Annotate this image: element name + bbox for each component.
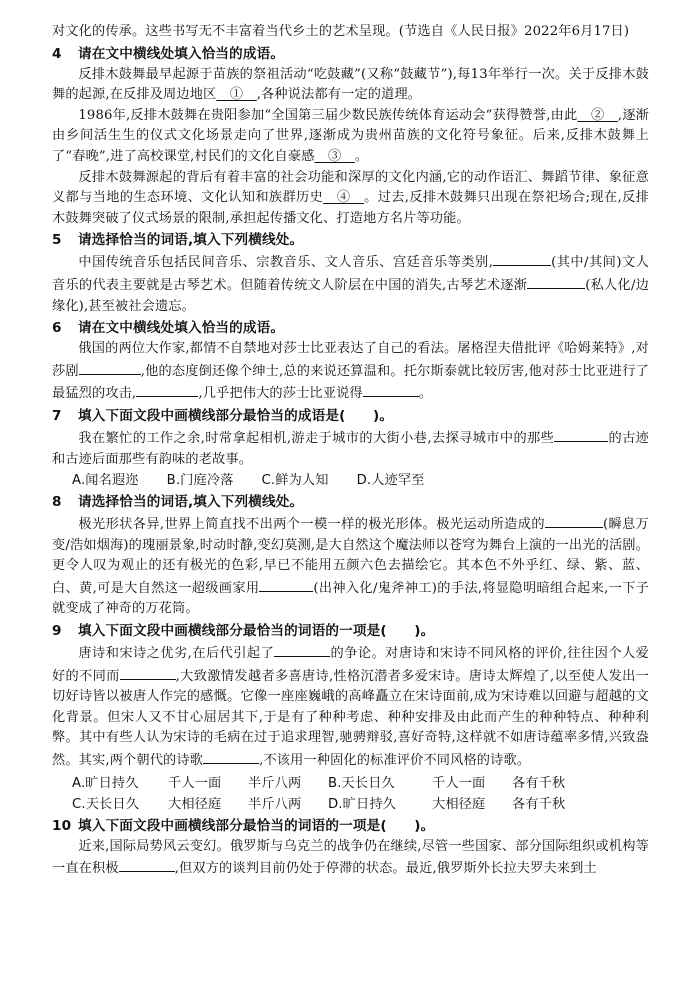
question-number: 7 [52, 407, 62, 424]
question-8-heading [52, 491, 649, 513]
answer-blank[interactable] [554, 427, 608, 442]
answer-blank[interactable] [203, 749, 259, 764]
q4-paragraph-3 [52, 168, 649, 230]
answer-blank[interactable] [274, 642, 330, 657]
text: 的争论。对唐诗和宋诗不同风格的评价,往往因个人爱好的不同而 [52, 646, 649, 684]
question-prompt: 填入下面文段中画横线部分最恰当的词语的一项是( )。 [78, 623, 435, 640]
option-d-word-2: 大相径庭 [432, 796, 486, 812]
text: ,大致激情发越者多喜唐诗,性格沉潜者多爱宋诗。唐诗太辉煌了,以至使人发出一切好诗皆以被唐人作完的感慨。它像一座座巍峨的高峰矗立在宋诗面前,成为宋诗难以回避与超越的文化背景。但宋人又不甘心屈居其下,于是有了种种考虑、种种安排及由此而产生的种种特点、种种利弊。其中有些人认为宋诗的毛病在过于追求理智,驰骋辩驳,喜好奇特,这样就不如唐诗蕴率多情,兴致盎然。其实,两个朝代的诗歌 [52, 668, 649, 769]
q6-paragraph [52, 339, 649, 405]
question-9-heading [52, 620, 649, 642]
question-6-heading [52, 317, 649, 339]
q4-paragraph-2 [52, 106, 649, 168]
blank-3[interactable] [315, 149, 355, 164]
blank-4[interactable] [323, 190, 364, 205]
q7-paragraph [52, 427, 649, 470]
text: 俄国的两位大作家,都情不自禁地对莎士比亚表达了自己的看法。屠格涅夫借批评《哈姆莱特》,对莎剧 [52, 341, 649, 379]
question-7-heading [52, 405, 649, 427]
option-c[interactable]: C.天长日久 [72, 796, 140, 812]
text: 近来,国际局势风云变幻。俄罗斯与乌克兰的战争仍在继续,尽管一些国家、部分国际组织或机构等一直在积极 [52, 838, 649, 877]
text: ,但双方的谈判目前仍处于停滞的状态。最近,俄罗斯外长拉夫罗夫来到土 [174, 861, 597, 877]
text: 。 [354, 148, 369, 164]
text: 反排木鼓舞源起的背后有着丰富的社会功能和深厚的文化内涵,它的动作语汇、舞蹈节律、象征意义都与当地的生态环境、文化认知和族群历史 [52, 169, 649, 206]
text: 中国传统音乐包括民间音乐、宗教音乐、文人音乐、宫廷音乐等类别, [78, 255, 494, 271]
option-c-word-3: 半斤八两 [248, 796, 302, 812]
option-a-word-2: 千人一面 [168, 775, 222, 791]
question-prompt: 请选择恰当的词语,填入下列横线处。 [78, 232, 304, 249]
q9-paragraph [52, 642, 649, 772]
question-prompt: 请选择恰当的词语,填入下列横线处。 [78, 494, 304, 511]
option-a[interactable]: A.闻名遐迩 [72, 473, 139, 489]
text: ,各种说法都有一定的道理。 [256, 87, 422, 103]
text: (出神入化/鬼斧神工)的手法,将显隐明暗组合起来,一下子就变成了神奇的万花筒。 [52, 580, 649, 617]
question-number: 6 [52, 320, 62, 337]
question-number: 5 [52, 232, 62, 249]
blank-1[interactable] [216, 87, 256, 102]
text: ,他的态度倒还像个绅士,总的来说还算温和。托尔斯泰就比较厉害,他对莎士比亚进行了最猛烈的攻击, [52, 363, 649, 402]
blank-label: ② [590, 107, 605, 123]
option-c[interactable]: C.鲜为人知 [261, 473, 329, 489]
option-a[interactable]: A.旷日持久 [72, 775, 139, 791]
paragraph-intro [52, 22, 649, 43]
question-number: 8 [52, 494, 62, 511]
text: 。过去,反排木鼓舞只出现在祭祀场合;现在,反排木鼓舞突破了仪式场景的限制,承担起传播文化、打造地方名片等功能。 [52, 190, 649, 226]
answer-blank[interactable] [545, 513, 603, 528]
question-prompt: 请在文中横线处填入恰当的成语。 [78, 45, 285, 62]
answer-blank[interactable] [363, 382, 419, 397]
text: ,不该用一种固化的标准评价不同风格的诗歌。 [259, 753, 531, 769]
option-b[interactable]: B.门庭冷落 [166, 473, 234, 489]
q9-options [72, 773, 649, 815]
q10-paragraph [52, 837, 649, 880]
q9-options-row-2 [72, 794, 649, 815]
question-prompt: 请在文中横线处填入恰当的成语。 [78, 320, 285, 337]
text: (其中/其间)文人音乐的代表主要就是古琴艺术。但随着传统文人阶层在中国的消失,古琴艺术逐渐 [52, 255, 649, 293]
question-prompt: 填入下面文段中画横线部分最恰当的成语是( )。 [78, 407, 394, 424]
question-prompt: 填入下面文段中画横线部分最恰当的词语的一项是( )。 [78, 817, 435, 834]
document-body [52, 22, 649, 880]
answer-blank[interactable] [79, 360, 141, 375]
q4-paragraph-1 [52, 65, 649, 106]
question-number: 9 [52, 623, 62, 640]
text: 1986年,反排木鼓舞在贵阳参加“全国第三届少数民族传统体育运动会”获得赞誉,由此 [78, 107, 578, 123]
option-d-word-3: 各有千秋 [512, 796, 566, 812]
question-10-heading [52, 815, 649, 837]
q9-options-row-1 [72, 773, 649, 794]
blank-label: ④ [336, 190, 351, 206]
question-5-heading [52, 229, 649, 251]
option-a-word-3: 半斤八两 [248, 775, 302, 791]
text: ,逐渐由乡间活生生的仪式文化场景走向了世界,逐渐成为贵州苗族的文化符号象征。后来,反排木鼓舞上了“春晚”,进了高校课堂,村民们的文化自豪感 [52, 107, 649, 164]
answer-blank[interactable] [120, 665, 176, 680]
blank-label: ③ [328, 148, 342, 164]
option-b[interactable]: B.天长日久 [328, 775, 395, 791]
text: 。 [418, 386, 433, 402]
option-c-word-2: 大相径庭 [168, 796, 222, 812]
answer-blank[interactable] [119, 857, 175, 872]
option-d[interactable]: D.旷日持久 [328, 796, 396, 812]
answer-blank[interactable] [136, 382, 198, 397]
option-d[interactable]: D.人迹罕至 [356, 473, 425, 489]
text: 的古迹和古迹后面那些有韵味的老故事。 [52, 430, 650, 467]
question-4-heading [52, 43, 649, 65]
option-b-word-3: 各有千秋 [512, 775, 566, 791]
text: (瞬息万变/浩如烟海)的瑰丽景象,时动时静,变幻莫测,是大自然这个魔法师以苍穹为舞台上演的一出光的活剧。更令人叹为观止的还有极光的色彩,早已不能用五颜六色去描绘它。其本色不外乎红、绿、紫、蓝、白、黄,可是大自然这一超级画家用 [52, 517, 649, 596]
answer-blank[interactable] [527, 274, 585, 289]
text: (私人化/边缘化),甚至被社会遗忘。 [52, 277, 649, 314]
answer-blank[interactable] [259, 577, 313, 592]
question-number: 4 [52, 45, 62, 62]
text: ,几乎把伟大的莎士比亚说得 [198, 386, 363, 402]
q8-paragraph [52, 513, 649, 620]
question-number: 10 [52, 817, 72, 834]
text: 对文化的传承。这些书写无不丰富着当代乡土的艺术呈现。(节选自《人民日报》2022年6月17日) [52, 24, 630, 39]
answer-blank[interactable] [493, 251, 551, 266]
q7-options [52, 470, 649, 491]
option-b-word-2: 千人一面 [432, 775, 486, 791]
blank-label: ① [229, 87, 244, 103]
text: 唐诗和宋诗之优劣,在后代引起了 [78, 646, 275, 662]
text: 我在繁忙的工作之余,时常拿起相机,游走于城市的大街小巷,去探寻城市中的那些 [78, 430, 555, 446]
text: 极光形状各异,世界上简直找不出两个一模一样的极光形体。极光运动所造成的 [78, 517, 545, 533]
blank-2[interactable] [577, 108, 617, 123]
text: 反排木鼓舞最早起源于苗族的祭祖活动“吃鼓藏”(又称“鼓藏节”),每13年举行一次。关于反排木鼓舞的起源,在反排及周边地区 [52, 66, 649, 103]
q5-paragraph [52, 251, 649, 317]
